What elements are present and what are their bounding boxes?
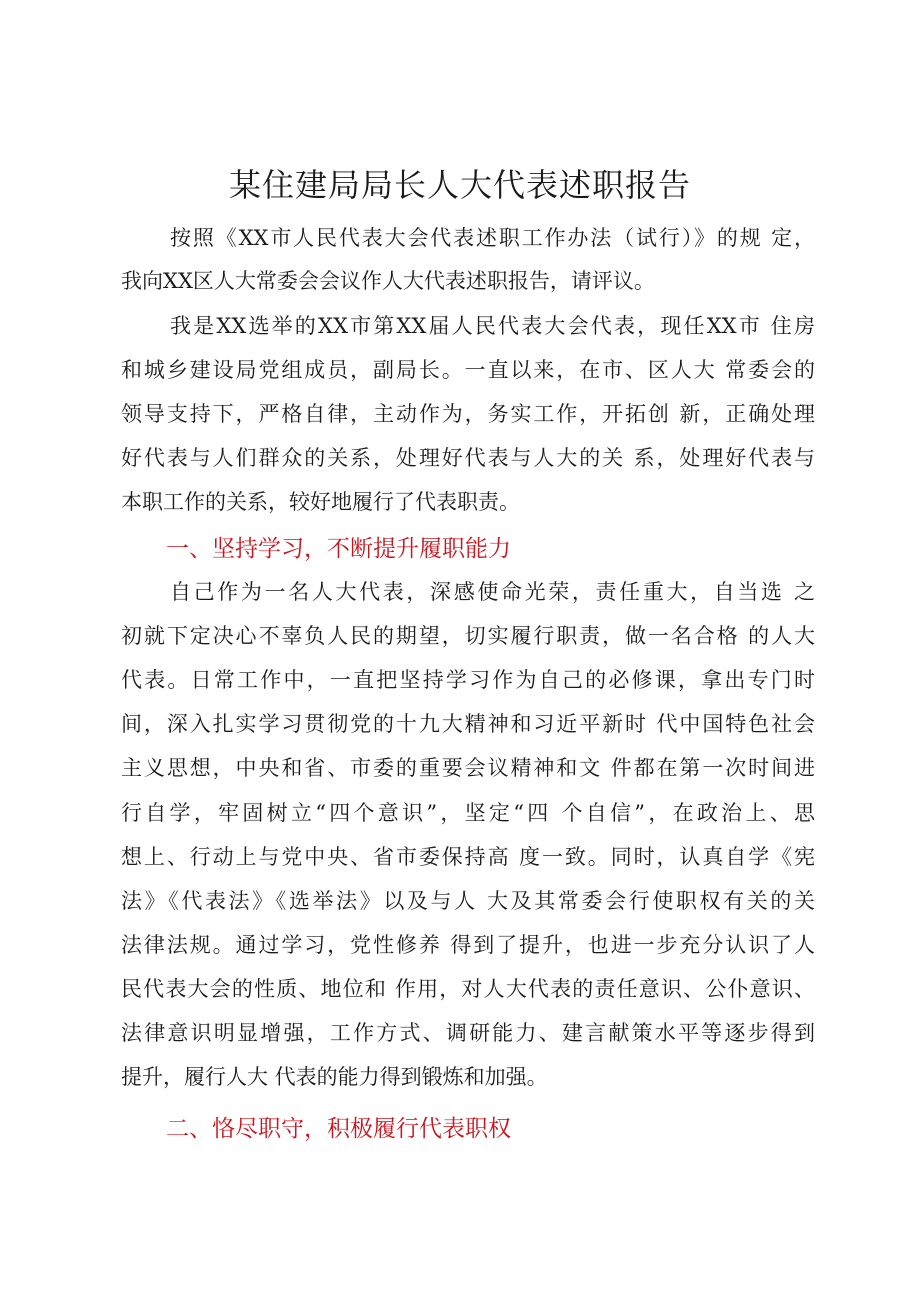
paragraph-line: 法律意识明显增强，工作方式、调研能力、建言献策水平等逐步得到: [121, 1021, 815, 1045]
paragraph-line: 初就下定决心不辜负人民的期望，切实履行职责，做一名合格 的人大: [121, 624, 815, 648]
paragraph-line: 法律法规。通过学习，党性修养 得到了提升，也进一步充分认识了人: [121, 933, 815, 957]
paragraph-line: 法》《代表法》《选举法》以及与人 大及其常委会行使职权有关的关: [121, 889, 815, 913]
paragraph-line: 民代表大会的性质、地位和 作用，对人大代表的责任意识、公仆意识、: [121, 977, 815, 1001]
paragraph-line: 我向XX区人大常委会会议作人大代表述职报告，请评议。: [121, 269, 655, 293]
paragraph-line: 按照《XX市人民代表大会代表述职工作办法（试行）》的规 定，: [170, 226, 815, 250]
section-heading-1: 一、坚持学习，不断提升履职能力: [166, 536, 511, 562]
paragraph-line: 本职工作的关系，较好地履行了代表职责。: [121, 490, 520, 514]
paragraph-line: 我是XX选举的XX市第XX届人民代表大会代表，现任XX市 住房: [170, 314, 815, 338]
paragraph-line: 想上、行动上与党中央、省市委保持高 度一致。同时，认真自学《宪: [121, 845, 815, 869]
paragraph-line: 提升，履行人大 代表的能力得到锻炼和加强。: [121, 1065, 548, 1089]
paragraph-line: 行自学，牢固树立“四个意识”，坚定“四 个自信”，在政治上、思: [121, 801, 815, 825]
document-title: 某住建局局长人大代表述职报告: [228, 166, 691, 204]
paragraph-line: 好代表与人们群众的关系，处理好代表与人大的关 系，处理好代表与: [121, 446, 815, 470]
paragraph-line: 自己作为一名人大代表，深感使命光荣，责任重大，自当选 之: [170, 580, 815, 604]
paragraph-line: 间，深入扎实学习贯彻党的十九大精神和习近平新时 代中国特色社会: [121, 712, 815, 736]
paragraph-line: 和城乡建设局党组成员，副局长。一直以来，在市、区人大 常委会的: [121, 358, 815, 382]
paragraph-line: 代表。日常工作中，一直把坚持学习作为自己的必修课，拿出专门时: [121, 668, 815, 692]
paragraph-line: 领导支持下，严格自律，主动作为，务实工作，开拓创 新，正确处理: [121, 402, 815, 426]
section-heading-2: 二、恪尽职守，积极履行代表职权: [166, 1116, 511, 1142]
paragraph-line: 主义思想，中央和省、市委的重要会议精神和文 件都在第一次时间进: [121, 756, 815, 780]
